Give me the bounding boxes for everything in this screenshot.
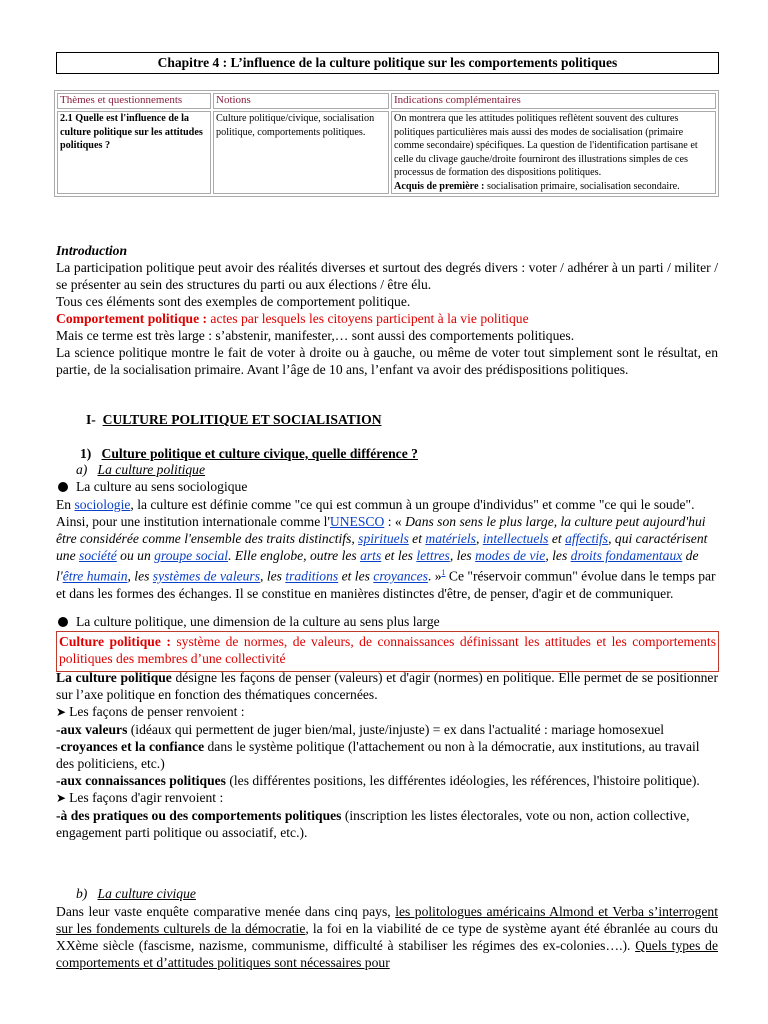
footnote-link[interactable]: 1 (441, 568, 446, 577)
agir-line (56, 789, 718, 807)
connaissances-item (56, 772, 718, 789)
valeurs-text: (idéaux qui permettent de juger bien/mal, juste/injuste) = ex dans l'actualité : mariage homosexuel (127, 722, 665, 737)
subsection-heading-1 (80, 445, 700, 462)
pratiques-text: (inscription les listes électorales, vote ou non, action collective, engagement parti politique ou associatif, etc.). (56, 808, 690, 840)
subheading-a (76, 461, 696, 478)
table-cell-theme: 2.1 Quelle est l'influence de la culture politique sur les attitudes politiques ? (57, 111, 211, 194)
croyances-label: -croyances et la confiance (56, 739, 205, 754)
program-table (54, 90, 719, 197)
valeurs-item (56, 721, 718, 738)
table-header-indications: Indications complémentaires (391, 93, 716, 109)
text-span: , les (260, 568, 286, 584)
link-droits-fondamentaux[interactable]: droits fondamentaux (570, 548, 683, 563)
text-span: , (475, 531, 483, 546)
croyances-item (56, 738, 718, 772)
arrow-right-icon: ➤ (56, 705, 67, 719)
table-cell-notions: Culture politique/civique, socialisation politique, comportements politiques. (213, 111, 389, 194)
table-cell-indications (391, 111, 716, 194)
culture-politique-section (56, 669, 718, 841)
subheading-b (76, 885, 696, 902)
underlined-text: les politologues américains Almond et Verba s’interrogent sur les fondements culturels de la démocratie (56, 904, 718, 936)
subsection-number: 1) (80, 446, 92, 461)
defbox-label: Culture politique : (59, 634, 171, 649)
definition-text: actes par lesquels les citoyens participent à la vie politique (207, 311, 529, 326)
subsection-title: Culture politique et culture civique, quelle différence ? (101, 446, 418, 461)
text-span: , les (545, 548, 571, 563)
text-span: : « (384, 514, 406, 529)
link-spirituels[interactable]: spirituels (358, 531, 409, 546)
connaissances-text: (les différentes positions, les différentes idéologies, les références, l'histoire politique). (225, 773, 700, 788)
text-span: En (56, 497, 75, 512)
cp-paragraph (56, 669, 718, 703)
cp-bold: La culture politique (56, 670, 172, 685)
text-span: Dans son sens le plus large, la culture peut aujourd'hui être considérée comme l'ensemble des traits distinctifs, (56, 514, 706, 546)
intro-heading: Introduction (56, 243, 128, 258)
penser-line (56, 703, 718, 721)
underlined-question: Quels types de comportements et d’attitudes politiques sont nécessaires pour (56, 938, 718, 970)
link-croyances[interactable]: croyances (373, 568, 428, 584)
pratiques-label: -à des pratiques ou des comportements politiques (56, 808, 342, 823)
link-affectifs[interactable]: affectifs (565, 531, 609, 546)
bullet-icon (58, 482, 68, 492)
culture-paragraph (56, 496, 718, 602)
subheading-a-title: La culture politique (97, 462, 206, 477)
text-span: , qui caractérisent une (56, 531, 708, 563)
agir-text: Les façons d'agir renvoient : (69, 790, 224, 805)
table-header-notions: Notions (213, 93, 389, 109)
link-modes-de-vie[interactable]: modes de vie (475, 548, 546, 563)
text-span: , la culture est définie comme "ce qui est commun à un groupe d'individus" et comme "ce qui le soude". Ainsi, pour une institution internationale comme l' (56, 497, 695, 529)
culture-politique-definition-box (56, 631, 719, 672)
bullet-item (56, 478, 718, 495)
link-etre-humain[interactable]: être humain (62, 568, 128, 584)
bullet-text: La culture politique, une dimension de la culture au sens plus large (76, 614, 440, 629)
link-groupe-social[interactable]: groupe social (154, 548, 229, 563)
link-materiels[interactable]: matériels (425, 531, 476, 546)
link-sociologie[interactable]: sociologie (74, 497, 131, 512)
text-span: , les (449, 548, 476, 563)
cp-text: désigne les façons de penser (valeurs) et d'agir (normes) en politique. Elle permet de se positionner sur l’axe politique en fonction des thématiques concernées. (56, 670, 718, 702)
indications-text: On montrera que les attitudes politiques reflètent souvent des cultures politiques particulières mais aussi des modes de socialisation (primaire comme secondaire) spécifiques. La question de l'identification partisane et celle du clivage gauche/droite fourniront des illustrations simples de ces processus de formation des dispositions politiques. (394, 113, 698, 178)
section-number: I- (86, 412, 96, 427)
text-span: . Elle englobe, outre les (228, 548, 361, 563)
bullet-item (56, 613, 718, 630)
link-systemes-de-valeurs[interactable]: systèmes de valeurs (152, 568, 261, 584)
text-span: Ce "réservoir commun" évolue dans le temps par et dans les formes des échanges. Il se constitue en manières distinctes d'être, de penser, d'agir et de communiquer. (56, 568, 716, 601)
table-row (57, 111, 716, 194)
penser-text: Les façons de penser renvoient : (69, 704, 245, 719)
text-span: . » (427, 568, 442, 584)
intro-paragraph-1: La participation politique peut avoir des réalités diverses et surtout des degrés divers : voter / adhérer à un parti / militer / se présenter au sein des structures du parti ou aux élections / être élu. (56, 260, 718, 292)
comportement-definition (56, 310, 718, 327)
table-header-themes: Thèmes et questionnements (57, 93, 211, 109)
section-heading-1 (86, 411, 686, 428)
connaissances-label: -aux connaissances politiques (56, 773, 226, 788)
link-societe[interactable]: société (79, 548, 117, 563)
text-span: ou un (116, 548, 155, 563)
valeurs-label: -aux valeurs (56, 722, 128, 737)
bullet-text: La culture au sens sociologique (76, 479, 248, 494)
definition-label: Comportement politique : (56, 311, 208, 326)
culture-civique-paragraph (56, 903, 718, 971)
arrow-right-icon: ➤ (56, 791, 67, 805)
defbox-text: système de normes, de valeurs, de connaissances définissant les attitudes et les comportements politiques des membres d’une collectivité (59, 634, 716, 666)
intro-paragraph-3: Mais ce terme est très large : s’abstenir, manifester,… sont aussi des comportements politiques. (56, 328, 575, 343)
chapter-title: Chapitre 4 : L’influence de la culture politique sur les comportements politiques (56, 52, 719, 74)
link-intellectuels[interactable]: intellectuels (482, 531, 549, 546)
intro-paragraph-2: Tous ces éléments sont des exemples de comportement politique. (56, 294, 411, 309)
subheading-b-number: b) (76, 886, 88, 901)
link-unesco[interactable]: UNESCO (329, 514, 385, 529)
text-span: , la foi en la viabilité de ce type de système ayant été ébranlée au cours du XXème siècle (fascisme, nazisme, communisme, difficulté à stabiliser les régimes des ex-colonies….). (56, 921, 718, 953)
text-span: Dans leur vaste enquête comparative menée dans cinq pays, (56, 904, 396, 919)
table-header-row (57, 93, 716, 109)
introduction-section (56, 242, 718, 378)
croyances-text: dans le système politique (l'attachement ou non à la démocratie, aux institutions, au travail des politiciens, etc.) (56, 739, 700, 771)
subheading-a-number: a) (76, 462, 88, 477)
text-span: et les (381, 548, 417, 563)
text-span: et (548, 531, 566, 546)
subheading-b-title: La culture civique (97, 886, 196, 901)
text-span: et les (338, 568, 374, 584)
acquis-label: Acquis de première : (394, 180, 485, 192)
pratiques-item (56, 807, 718, 841)
section-title: CULTURE POLITIQUE ET SOCIALISATION (102, 412, 382, 427)
intro-paragraph-4: La science politique montre le fait de voter à droite ou à gauche, ou même de voter tout simplement sont le résultat, en partie, de la socialisation primaire. Avant l’âge de 10 ans, l’enfant va avoir des prédispositions politiques. (56, 345, 718, 377)
link-lettres[interactable]: lettres (416, 548, 450, 563)
text-span: de l' (56, 548, 699, 584)
bullet-icon (58, 617, 68, 627)
link-traditions[interactable]: traditions (285, 568, 339, 584)
acquis-text: socialisation primaire, socialisation secondaire. (484, 180, 680, 192)
text-span: et (408, 531, 426, 546)
link-arts[interactable]: arts (360, 548, 382, 563)
text-span: , les (127, 568, 153, 584)
